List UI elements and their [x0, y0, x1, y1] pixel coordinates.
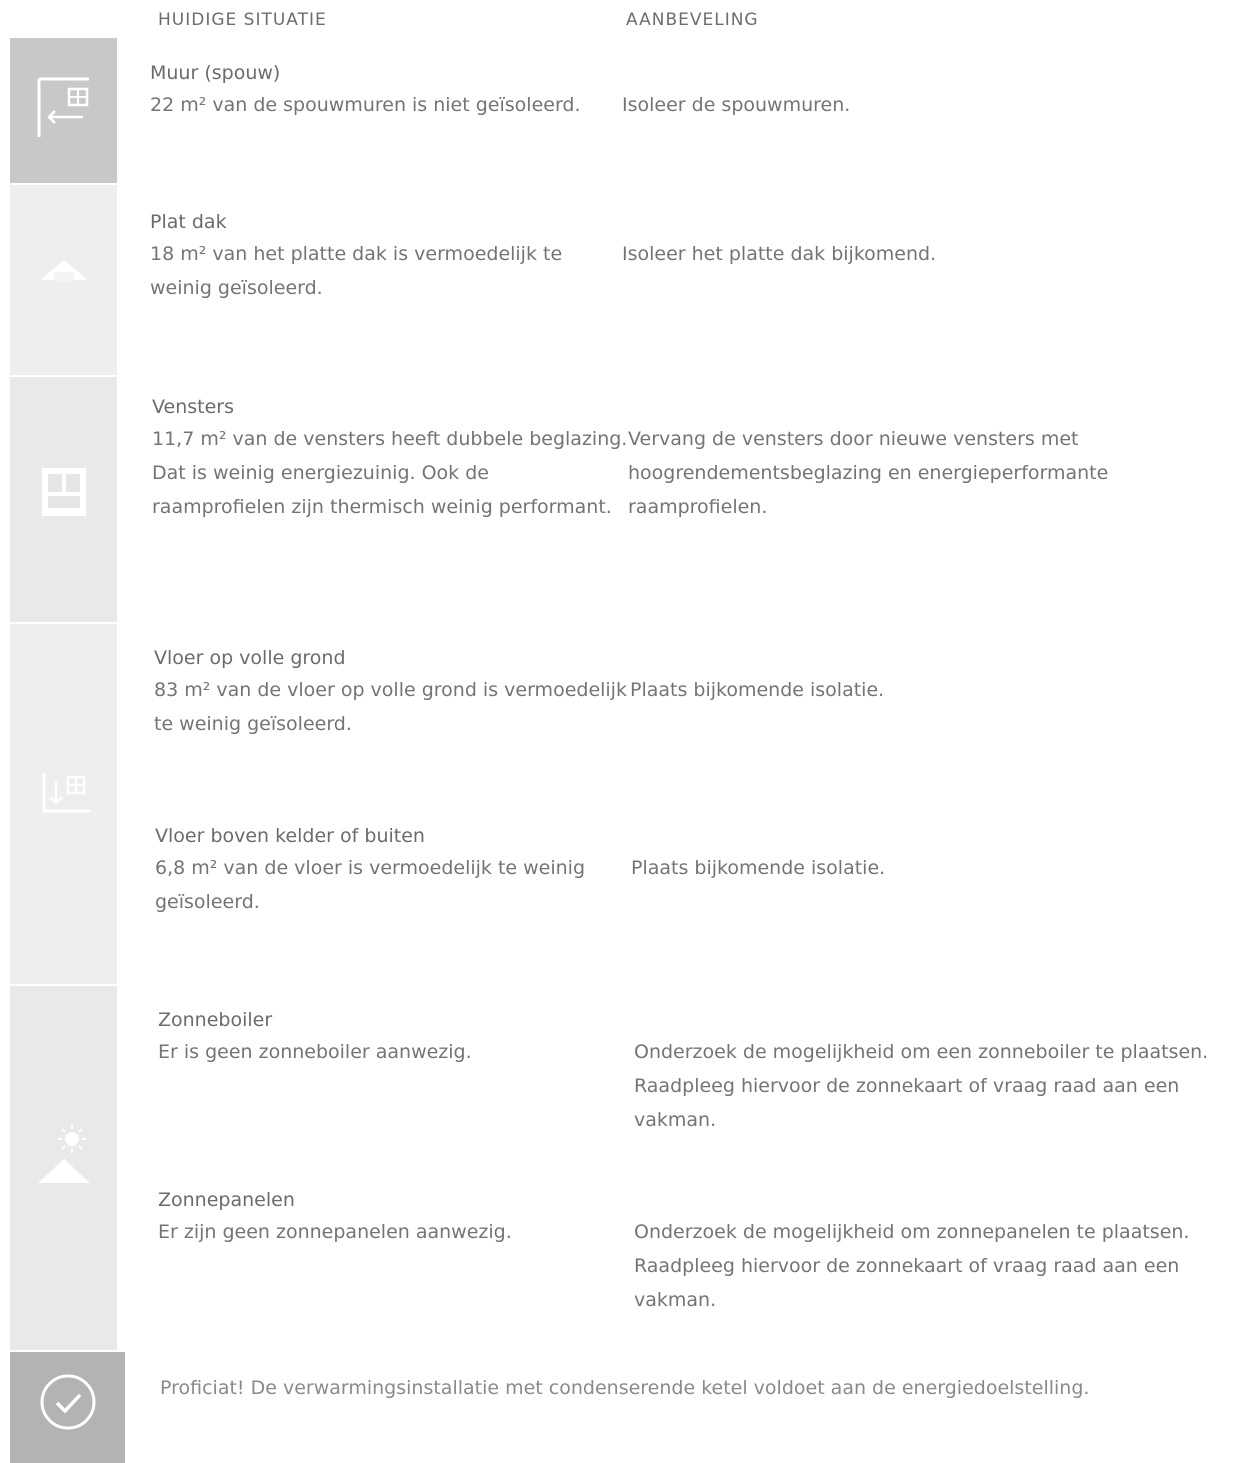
- section-title: Zonnepanelen: [158, 1189, 295, 1211]
- section-floor-ground: [154, 643, 1252, 741]
- recommendation-text: Plaats bijkomende isolatie.: [631, 857, 886, 879]
- section-windows: [152, 392, 1252, 524]
- section-title: Muur (spouw): [150, 62, 281, 84]
- roof-icon: [10, 235, 117, 305]
- solar-band: [10, 986, 117, 1350]
- recommendation-text: Isoleer de spouwmuren.: [622, 94, 851, 116]
- recommendation-text: Plaats bijkomende isolatie.: [630, 679, 885, 701]
- current-situation-text: 11,7 m² van de vensters heeft dubbele beglazing. Dat is weinig energiezuinig. Ook de raamprofielen zijn thermisch weinig performant.: [152, 428, 628, 518]
- current-situation-text: 22 m² van de spouwmuren is niet geïsoleerd.: [150, 94, 581, 116]
- wall-band: [10, 38, 117, 183]
- floor-band: [10, 624, 117, 984]
- heating-ok-note: Proficiat! De verwarmingsinstallatie met condenserende ketel voldoet aan de energiedoelstelling.: [160, 1377, 1090, 1399]
- window-icon: [10, 452, 117, 532]
- header-current-situation: HUIDIGE SITUATIE: [158, 10, 327, 30]
- section-solar-panels: [158, 1185, 1252, 1317]
- recommendation-text: Vervang de vensters door nieuwe vensters met hoogrendementsbeglazing en energieperformante raamprofielen.: [628, 428, 1109, 518]
- section-flat-roof: [150, 207, 1250, 305]
- current-situation-text: 83 m² van de vloer op volle grond is vermoedelijk te weinig geïsoleerd.: [154, 679, 627, 735]
- check-icon: [10, 1370, 125, 1434]
- current-situation-text: Er is geen zonneboiler aanwezig.: [158, 1041, 472, 1063]
- window-band: [10, 377, 117, 622]
- section-solar-boiler: [158, 1005, 1252, 1137]
- section-title: Vensters: [152, 396, 235, 418]
- section-title: Zonneboiler: [158, 1009, 273, 1031]
- solar-icon: [10, 1111, 117, 1201]
- section-title: Vloer boven kelder of buiten: [155, 825, 425, 847]
- section-title: Plat dak: [150, 211, 227, 233]
- section-wall: [150, 58, 1250, 122]
- recommendation-text: Isoleer het platte dak bijkomend.: [622, 243, 937, 265]
- wall-icon: [10, 68, 117, 148]
- current-situation-text: Er zijn geen zonnepanelen aanwezig.: [158, 1221, 512, 1243]
- section-title: Vloer op volle grond: [154, 647, 346, 669]
- section-floor-basement: [155, 821, 1252, 919]
- recommendation-text: Onderzoek de mogelijkheid om een zonneboiler te plaatsen. Raadpleeg hiervoor de zonnekaart of vraag raad aan een vakman.: [634, 1041, 1209, 1131]
- current-situation-text: 18 m² van het platte dak is vermoedelijk te weinig geïsoleerd.: [150, 243, 563, 299]
- header-recommendation: AANBEVELING: [626, 10, 759, 30]
- check-band: [10, 1352, 125, 1463]
- recommendation-text: Onderzoek de mogelijkheid om zonnepanelen te plaatsen. Raadpleeg hiervoor de zonnekaart of vraag raad aan een vakman.: [634, 1221, 1190, 1311]
- current-situation-text: 6,8 m² van de vloer is vermoedelijk te weinig geïsoleerd.: [155, 857, 586, 913]
- floor-icon: [10, 754, 117, 834]
- roof-band: [10, 185, 117, 375]
